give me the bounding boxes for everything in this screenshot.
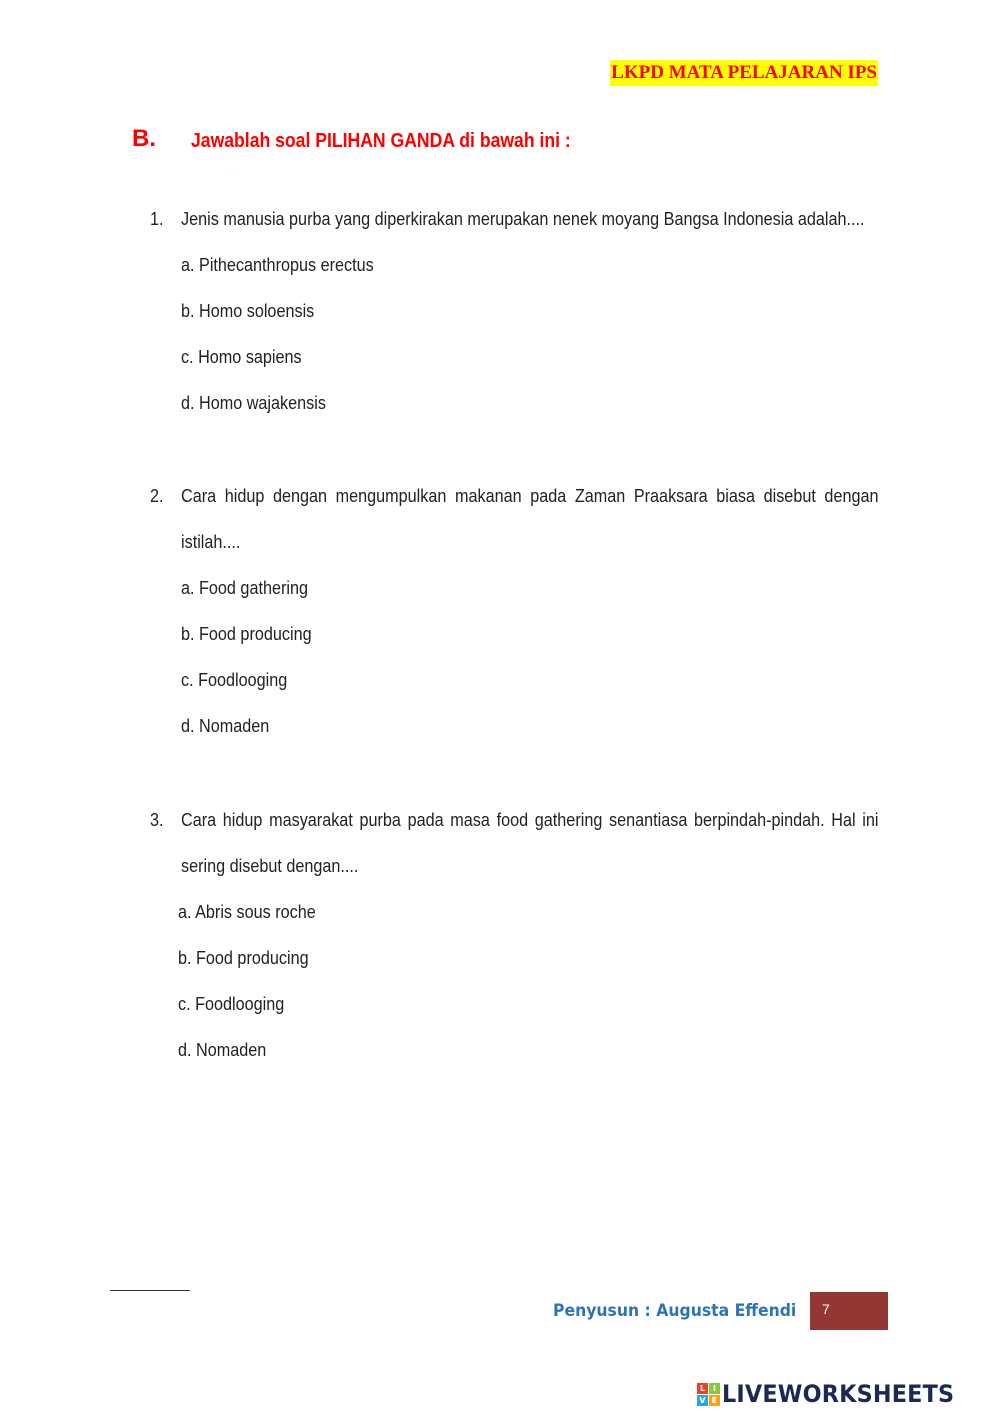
liveworksheets-logo[interactable] [697,1378,972,1410]
option-label: c. Homo sapiens [181,347,302,367]
question-line [150,207,878,253]
question-line [150,854,878,900]
question-text-continued: istilah.... [181,532,241,552]
option-b[interactable] [150,622,878,668]
liveworksheets-text: LIVEWORKSHEETS [722,1380,955,1408]
question-text: Cara hidup dengan mengumpulkan makanan pada Zaman Praaksara biasa disebut dengan [181,486,879,506]
option-d[interactable] [150,391,878,437]
question-text: Jenis manusia purba yang diperkirakan merupakan nenek moyang Bangsa Indonesia adalah.... [181,209,865,229]
question-number: 2. [150,486,164,506]
option-a[interactable] [150,900,878,946]
question-text: Cara hidup masyarakat purba pada masa food gathering senantiasa berpindah-pindah. Hal ini [181,810,879,830]
option-b[interactable] [150,299,878,345]
option-label: c. Foodlooging [178,994,285,1014]
logo-letter-e: E [709,1395,720,1406]
author-credit: Penyusun : Augusta Effendi [553,1301,797,1321]
option-a[interactable] [150,253,878,299]
option-label: b. Food producing [181,624,312,644]
option-b[interactable] [150,946,878,992]
question-line [150,808,878,854]
question-line [150,530,878,576]
question-number: 1. [150,209,164,229]
option-c[interactable] [150,668,878,714]
logo-letter-i: I [709,1383,720,1394]
option-c[interactable] [150,345,878,391]
footnote-divider [110,1290,190,1291]
liveworksheets-icon [697,1383,720,1406]
question-2 [150,484,878,760]
option-a[interactable] [150,576,878,622]
question-1 [150,207,878,437]
question-line [150,484,878,530]
question-text-continued: sering disebut dengan.... [181,856,359,876]
option-c[interactable] [150,992,878,1038]
logo-letter-v: V [697,1395,708,1406]
option-label: b. Homo soloensis [181,301,315,321]
section-instruction: Jawablah soal PILIHAN GANDA di bawah ini : [191,130,571,152]
option-label: a. Abris sous roche [178,902,316,922]
option-label: d. Nomaden [181,716,270,736]
option-d[interactable] [150,714,878,760]
option-label: a. Food gathering [181,578,308,598]
logo-letter-l: L [697,1383,708,1394]
option-label: d. Nomaden [178,1040,267,1060]
question-number: 3. [150,810,164,830]
page-number: 7 [822,1301,830,1317]
question-3 [150,808,878,1084]
option-label: c. Foodlooging [181,670,288,690]
option-label: a. Pithecanthropus erectus [181,255,374,275]
option-label: d. Homo wajakensis [181,393,326,413]
header-title: LKPD MATA PELAJARAN IPS [610,60,878,86]
option-d[interactable] [150,1038,878,1084]
option-label: b. Food producing [178,948,309,968]
section-letter: B. [132,125,156,152]
